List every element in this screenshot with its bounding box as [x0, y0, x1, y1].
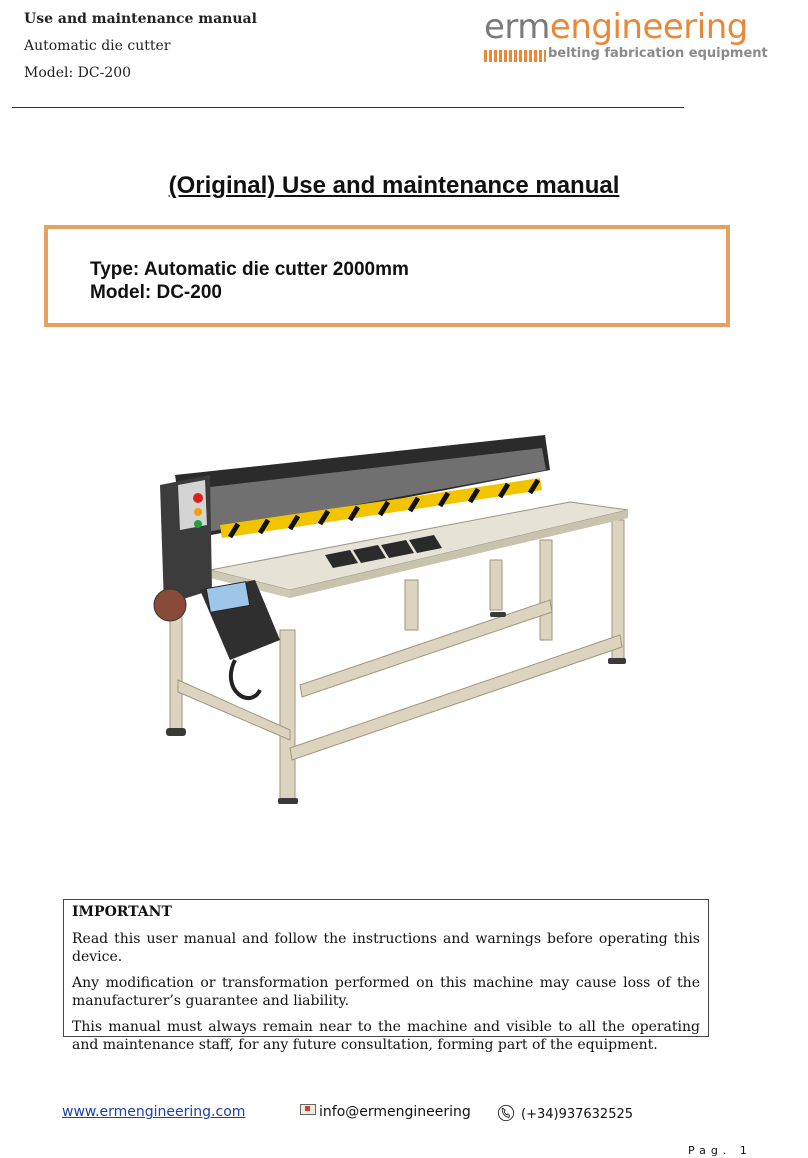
important-heading: IMPORTANT	[72, 904, 172, 920]
logo-tagline: belting fabrication equipment	[548, 46, 768, 61]
page-number: Pag. 1	[688, 1144, 752, 1157]
logo-stripes	[484, 50, 546, 62]
header-divider	[12, 107, 684, 108]
product-type-box	[44, 225, 730, 327]
important-paragraph-3: This manual must always remain near to the machine and visible to all the operating and maintenance staff, for any future consultation, forming part of the equipment.	[72, 1019, 700, 1053]
company-logo	[484, 7, 768, 64]
phone-icon	[497, 1104, 515, 1122]
logo-wordmark	[484, 8, 748, 46]
important-notice	[63, 899, 709, 1053]
header-model: Model: DC-200	[24, 65, 132, 81]
important-paragraph-2: Any modification or transformation performed on this machine may cause loss of the manufacturer’s guarantee and liability.	[72, 975, 700, 1009]
logo-word-erm: erm	[484, 7, 550, 47]
header-product: Automatic die cutter	[24, 38, 171, 54]
logo-word-engineering: engineering	[549, 7, 748, 47]
header-doc-title: Use and maintenance manual	[24, 11, 257, 27]
important-paragraph-1: Read this user manual and follow the instructions and warnings before operating this device.	[72, 931, 700, 965]
mail-icon	[300, 1104, 316, 1115]
footer-email[interactable]	[300, 1104, 471, 1120]
footer-phone-text: (+34)937632525	[521, 1107, 634, 1122]
footer-phone	[497, 1104, 633, 1122]
footer-email-text: info@ermengineering	[319, 1104, 471, 1120]
product-model: Model: DC-200	[90, 282, 222, 303]
machine-photo	[150, 430, 640, 810]
page-title: (Original) Use and maintenance manual	[168, 172, 620, 199]
footer-website-link[interactable]: www.ermengineering.com	[62, 1104, 246, 1120]
product-type: Type: Automatic die cutter 2000mm	[90, 259, 409, 280]
